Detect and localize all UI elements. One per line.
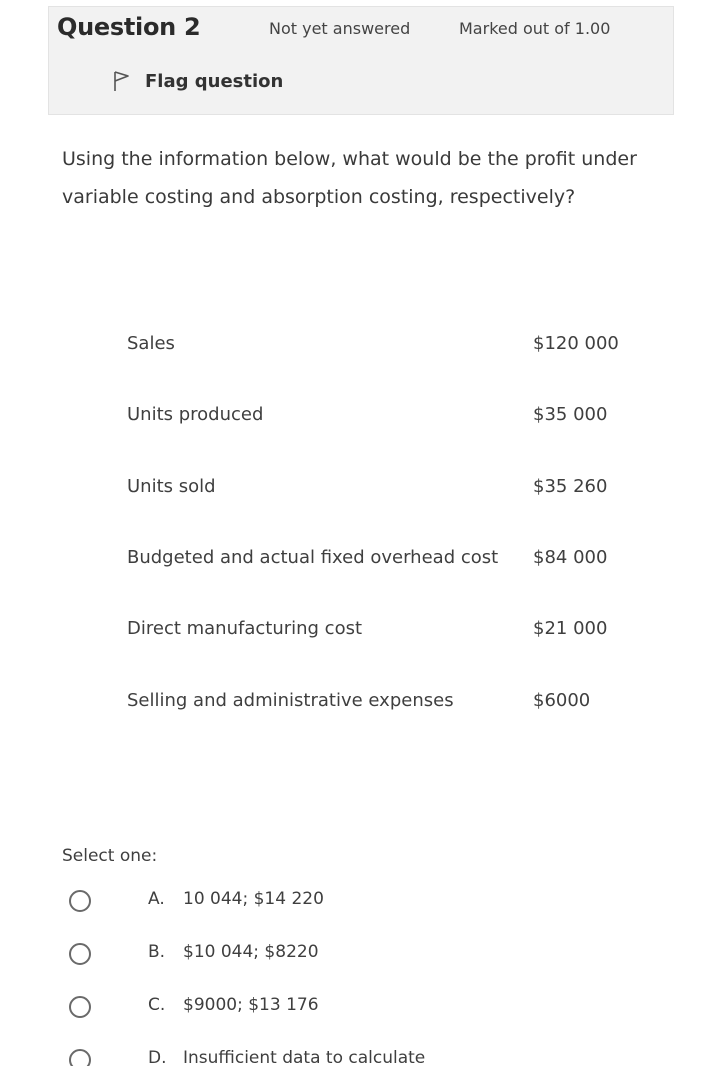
data-row-selling-admin [0,690,720,718]
radio-button-b[interactable] [69,943,91,965]
radio-button-d[interactable] [69,1049,91,1066]
question-text: Using the information below, what would be the profit under variable costing and absorption costing, respectively? [62,148,637,208]
answer-option-a[interactable] [0,888,720,918]
answer-option-c[interactable] [0,994,720,1024]
flag-question-label: Flag question [145,70,284,92]
data-row-direct-manufacturing [0,618,720,646]
option-text[interactable]: Insufficient data to calculate [183,1048,426,1066]
option-text[interactable]: $10 044; $8220 [183,942,319,962]
data-row-label: Units produced [127,404,264,425]
data-row-value: $120 000 [533,333,619,354]
option-letter: D. [148,1048,167,1066]
data-row-value: $21 000 [533,618,608,639]
answer-option-b[interactable] [0,941,720,971]
data-row-sales [0,333,720,361]
data-row-label: Direct manufacturing cost [127,618,363,639]
radio-button-a[interactable] [69,890,91,912]
option-letter: C. [148,995,166,1015]
option-text[interactable]: $9000; $13 176 [183,995,319,1015]
question-title [57,13,200,41]
option-letter: B. [148,942,166,962]
question-number: 2 [184,13,201,41]
question-grade: Marked out of 1.00 [459,19,611,38]
data-row-value: $35 000 [533,404,608,425]
data-row-units-sold [0,476,720,504]
option-text[interactable]: 10 044; $14 220 [183,889,324,909]
data-row-label: Budgeted and actual fixed overhead cost [127,547,499,568]
select-one-prompt: Select one: [62,846,158,866]
question-state: Not yet answered [269,19,411,38]
flag-outline-icon [113,70,131,92]
option-letter: A. [148,889,165,909]
data-row-fixed-overhead [0,547,720,575]
data-row-value: $84 000 [533,547,608,568]
data-row-value: $35 260 [533,476,608,497]
data-row-value: $6000 [533,690,591,711]
data-row-label: Units sold [127,476,216,497]
question-info-panel [48,6,674,115]
flag-question-button[interactable] [113,69,283,93]
data-row-units-produced [0,404,720,432]
data-row-label: Sales [127,333,175,354]
question-word: Question [57,13,176,41]
radio-button-c[interactable] [69,996,91,1018]
answer-option-d[interactable] [0,1047,720,1066]
data-row-label: Selling and administrative expenses [127,690,454,711]
